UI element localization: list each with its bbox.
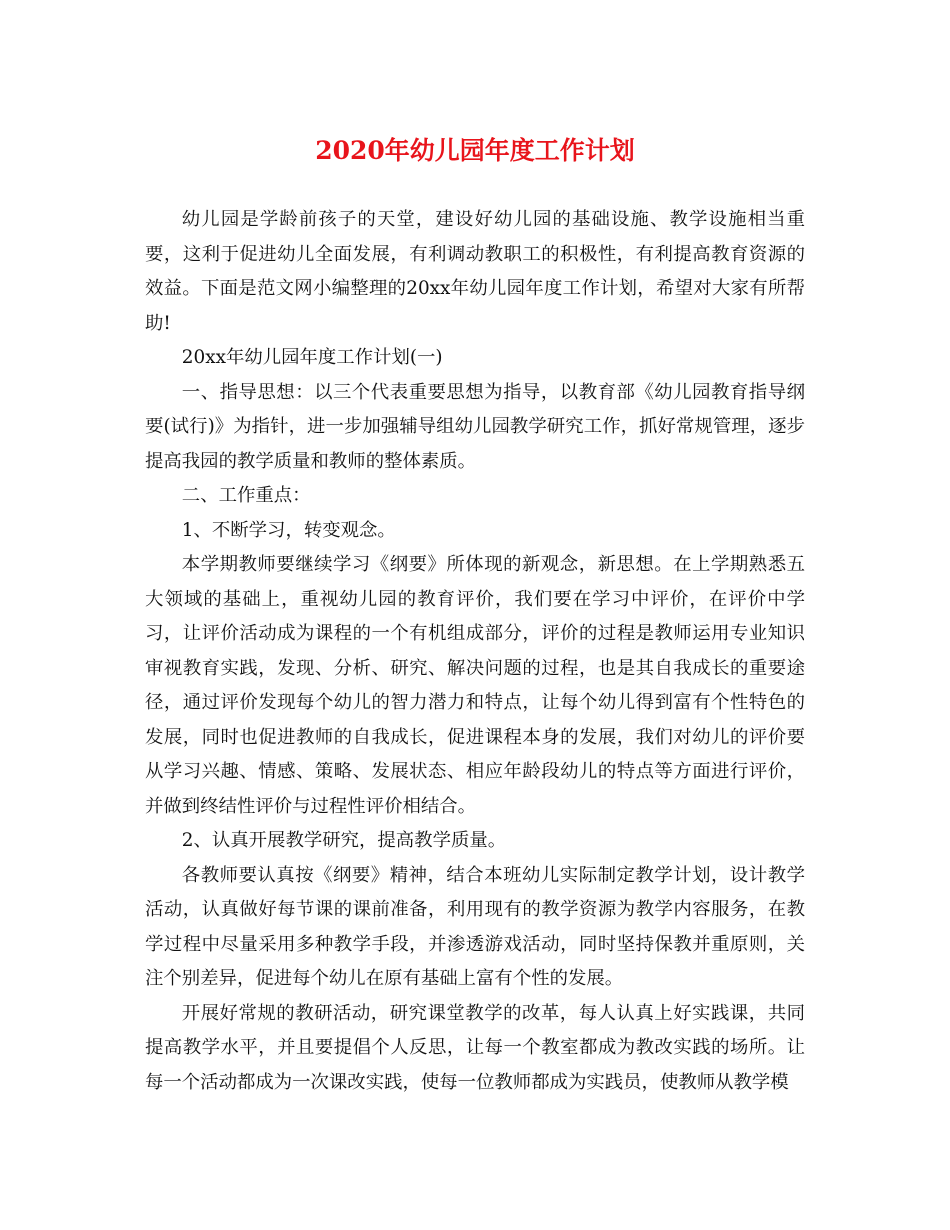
paragraph-item-1-body: 本学期教师要继续学习《纲要》所体现的新观念，新思想。在上学期熟悉五大领域的基础上，重视幼儿园的教育评价，我们要在学习中评价，在评价中学习，让评价活动成为课程的一个有机组成部分，评价的过程是教师运用专业知识审视教育实践，发现、分析、研究、解决问题的过程，也是其自我成长的重要途径，通过评价发现每个幼儿的智力潜力和特点，让每个幼儿得到富有个性特色的发展，同时也促进教师的自我成长，促进课程本身的发展，我们对幼儿的评价要从学习兴趣、情感、策略、发展状态、相应年龄段幼儿的特点等方面进行评价，并做到终结性评价与过程性评价相结合。 bbox=[145, 554, 805, 817]
document-title: 2020年幼儿园年度工作计划 bbox=[315, 136, 635, 165]
paragraph-teaching-research: 开展好常规的教研活动，研究课堂教学的改革，每人认真上好实践课，共同提高教学水平，并且要提倡个人反思，让每一个教室都成为教改实践的场所。让每一个活动都成为一次课改实践，使每一位教师都成为实践员，使教师从教学模 bbox=[145, 1002, 805, 1093]
paragraph-item-2-body: 各教师要认真按《纲要》精神，结合本班幼儿实际制定教学计划，设计教学活动，认真做好每节课的课前准备，利用现有的教学资源为教学内容服务，在教学过程中尽量采用多种教学手段，并渗透游戏活动，同时坚持保教并重原则，关注个别差异，促进每个幼儿在原有基础上富有个性的发展。 bbox=[145, 864, 805, 989]
paragraph-plan-heading: 20xx年幼儿园年度工作计划(一) bbox=[181, 347, 443, 368]
paragraph-intro: 幼儿园是学龄前孩子的天堂，建设好幼儿园的基础设施、教学设施相当重要，这利于促进幼儿全面发展，有利调动教职工的积极性，有利提高教育资源的效益。下面是范文网小编整理的20xx年幼儿园年度工作计划，希望对大家有所帮助! bbox=[145, 209, 805, 334]
paragraph-item-2-heading: 2、认真开展教学研究，提高教学质量。 bbox=[181, 830, 507, 851]
paragraph-key-work-heading: 二、工作重点： bbox=[181, 485, 311, 506]
paragraph-item-1-heading: 1、不断学习，转变观念。 bbox=[181, 519, 396, 541]
document-body bbox=[145, 203, 805, 1100]
paragraph-guiding-ideology: 一、指导思想：以三个代表重要思想为指导，以教育部《幼儿园教育指导纲要(试行)》为指针，进一步加强辅导组幼儿园教学研究工作，抓好常规管理，逐步提高我园的教学质量和教师的整体素质。 bbox=[145, 381, 805, 472]
